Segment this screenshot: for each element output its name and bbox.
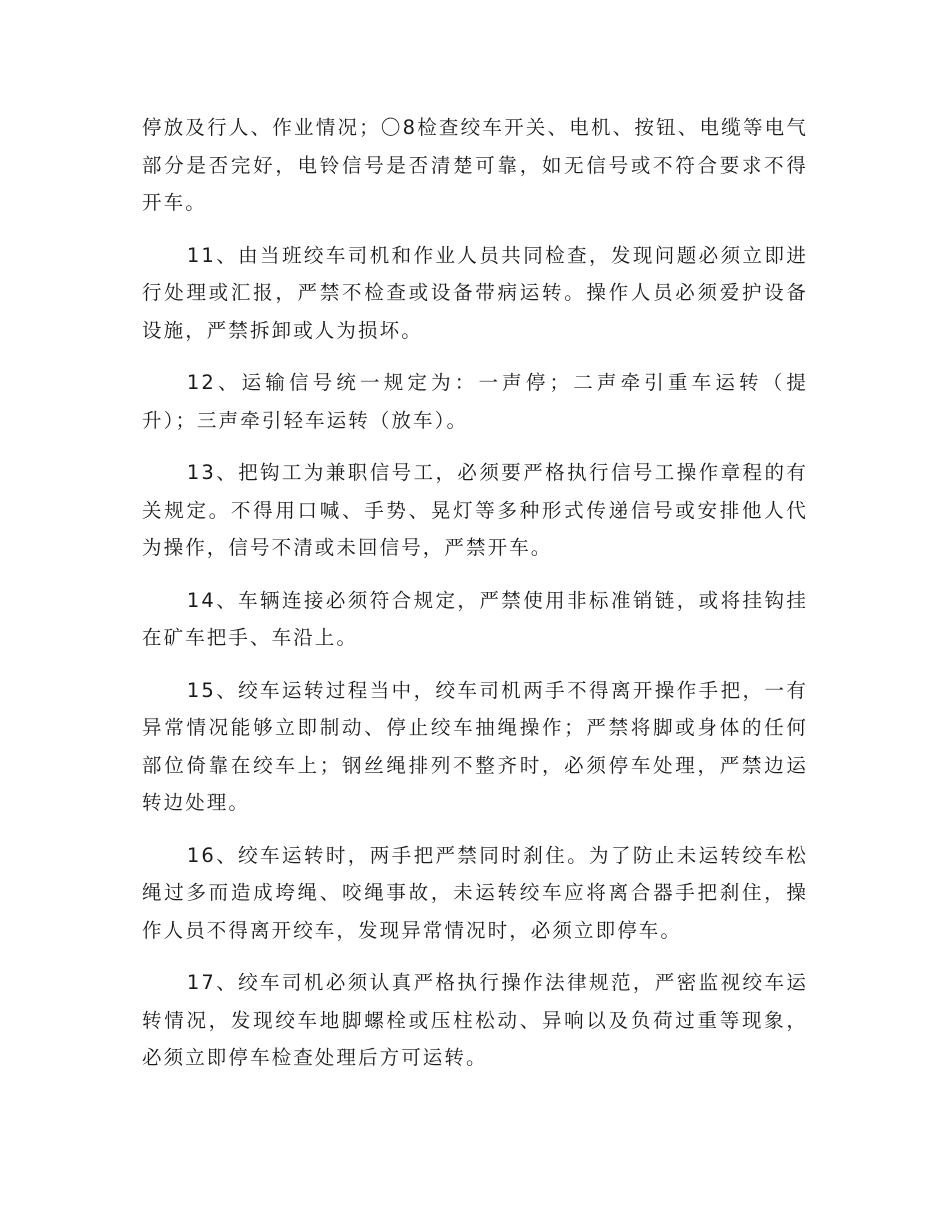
paragraph-item-13 bbox=[142, 454, 808, 567]
paragraph-text: 12、运输信号统一规定为：一声停；二声牵引重车运转（提升）；三声牵引轻车运转（放车）。 bbox=[142, 371, 808, 432]
paragraph-text: 停放及行人、作业情况；〇8检查绞车开关、电机、按钮、电缆等电气部分是否完好，电铃信号是否清楚可靠，如无信号或不符合要求不得开车。 bbox=[142, 116, 808, 214]
paragraph-item-17 bbox=[142, 964, 808, 1077]
paragraph-text: 14、车辆连接必须符合规定，严禁使用非标准销链，或将挂钩挂在矿车把手、车沿上。 bbox=[142, 588, 808, 649]
paragraph-item-12 bbox=[142, 364, 808, 439]
paragraph-item-11 bbox=[142, 237, 808, 350]
paragraph-text: 13、把钩工为兼职信号工，必须要严格执行信号工操作章程的有关规定。不得用口喊、手势、晃灯等多种形式传递信号或安排他人代为操作，信号不清或未回信号，严禁开车。 bbox=[142, 461, 808, 559]
paragraph-text: 15、绞车运转过程当中，绞车司机两手不得离开操作手把，一有异常情况能够立即制动、停止绞车抽绳操作；严禁将脚或身体的任何部位倚靠在绞车上；钢丝绳排列不整齐时，必须停车处理，严禁边运转边处理。 bbox=[142, 678, 808, 814]
paragraph-text: 11、由当班绞车司机和作业人员共同检查，发现问题必须立即进行处理或汇报，严禁不检查或设备带病运转。操作人员必须爱护设备设施，严禁拆卸或人为损坏。 bbox=[142, 243, 808, 342]
paragraph-text: 16、绞车运转时，两手把严禁同时刹住。为了防止未运转绞车松绳过多而造成垮绳、咬绳事故，未运转绞车应将离合器手把刹住，操作人员不得离开绞车，发现异常情况时，必须立即停车。 bbox=[142, 843, 808, 942]
document-body bbox=[142, 109, 808, 1092]
paragraph-continued bbox=[142, 109, 808, 222]
paragraph-item-16 bbox=[142, 837, 808, 950]
paragraph-item-15 bbox=[142, 672, 808, 822]
paragraph-text: 17、绞车司机必须认真严格执行操作法律规范，严密监视绞车运转情况，发现绞车地脚螺栓或压柱松动、异响以及负荷过重等现象，必须立即停车检查处理后方可运转。 bbox=[142, 971, 808, 1069]
paragraph-item-14 bbox=[142, 582, 808, 657]
